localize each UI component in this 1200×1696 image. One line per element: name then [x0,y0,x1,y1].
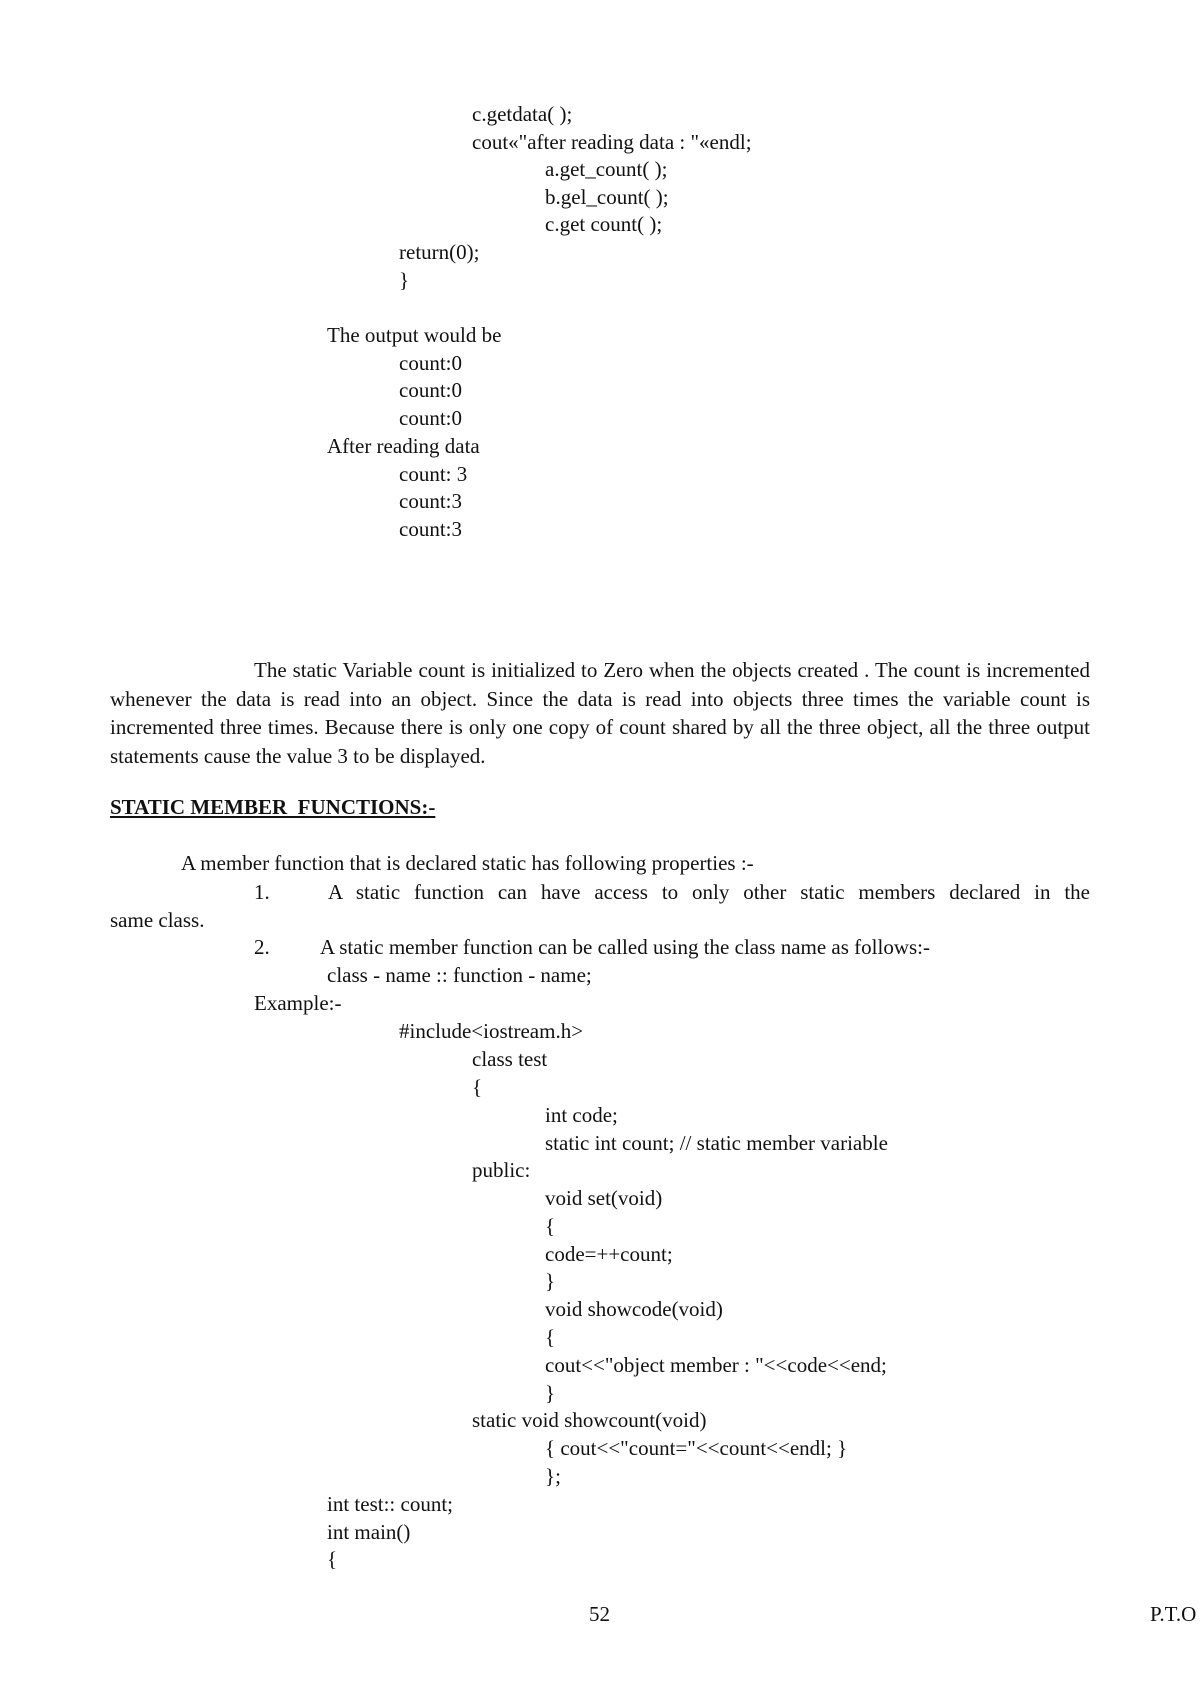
output-line: count:3 [399,489,462,513]
example-label: Example:- [254,991,342,1015]
code-line: }; [545,1464,561,1488]
list-text: A static member function can be called using the class name as follows:- [320,935,930,959]
code-line: { [327,1547,338,1571]
output-line: count:0 [399,378,462,402]
code-line: #include<iostream.h> [399,1019,584,1043]
explanation-paragraph: The static Variable count is initialized to Zero when the objects created . The count is incremented whenever the data is read into an object. Since the data is read into objects three times the variable count is incremented three times. Because there is only one copy of count shared by all the three object, all the three output statements cause the value 3 to be displayed. [110,658,1090,768]
code-line: public: [472,1158,531,1182]
code-line: class test [472,1047,548,1071]
code-line: int code; [545,1103,618,1127]
page-number: 52 [589,1602,610,1626]
code-line: void set(void) [545,1186,663,1210]
section-heading: STATIC MEMBER FUNCTIONS:- [110,795,436,819]
code-line: c.getdata( ); [472,102,573,126]
code-line: } [545,1269,556,1293]
code-line: int main() [327,1520,411,1544]
list-number: 2. [254,935,270,959]
output-line: count:0 [399,406,462,430]
code-line: code=++count; [545,1242,673,1266]
code-line: } [399,268,410,292]
code-line: return(0); [399,240,480,264]
code-line: cout«"after reading data : "«endl; [472,130,752,154]
list-item-2 [254,934,930,960]
code-line: cout<<"object member : "<<code<<end; [545,1353,887,1377]
output-line: count: 3 [399,462,468,486]
output-line: count:3 [399,517,462,541]
code-line: } [545,1381,556,1405]
list-item-1-cont: same class. [110,908,205,932]
code-line: { cout<<"count="<<count<<endl; } [545,1436,848,1460]
code-line: int test:: count; [327,1492,453,1516]
list-item-2-syntax: class - name :: function - name; [327,963,592,987]
code-line: static void showcount(void) [472,1408,707,1432]
output-after-label: After reading data [327,434,480,458]
code-line: { [472,1075,483,1099]
code-line: void showcode(void) [545,1297,723,1321]
intro-line: A member function that is declared static has following properties :- [181,851,754,875]
code-line: { [545,1214,556,1238]
output-line: count:0 [399,351,462,375]
list-number: 1. [254,880,270,904]
code-line: b.gel_count( ); [545,185,669,209]
pto-label: P.T.O [1150,1602,1197,1626]
code-line: a.get_count( ); [545,157,668,181]
list-item-1 [254,879,1090,905]
output-intro: The output would be [327,323,502,347]
code-line: c.get count( ); [545,212,663,236]
code-line: static int count; // static member variable [545,1131,888,1155]
list-text: A static function can have access to only other static members declared in the [328,880,1090,904]
code-line: { [545,1325,556,1349]
